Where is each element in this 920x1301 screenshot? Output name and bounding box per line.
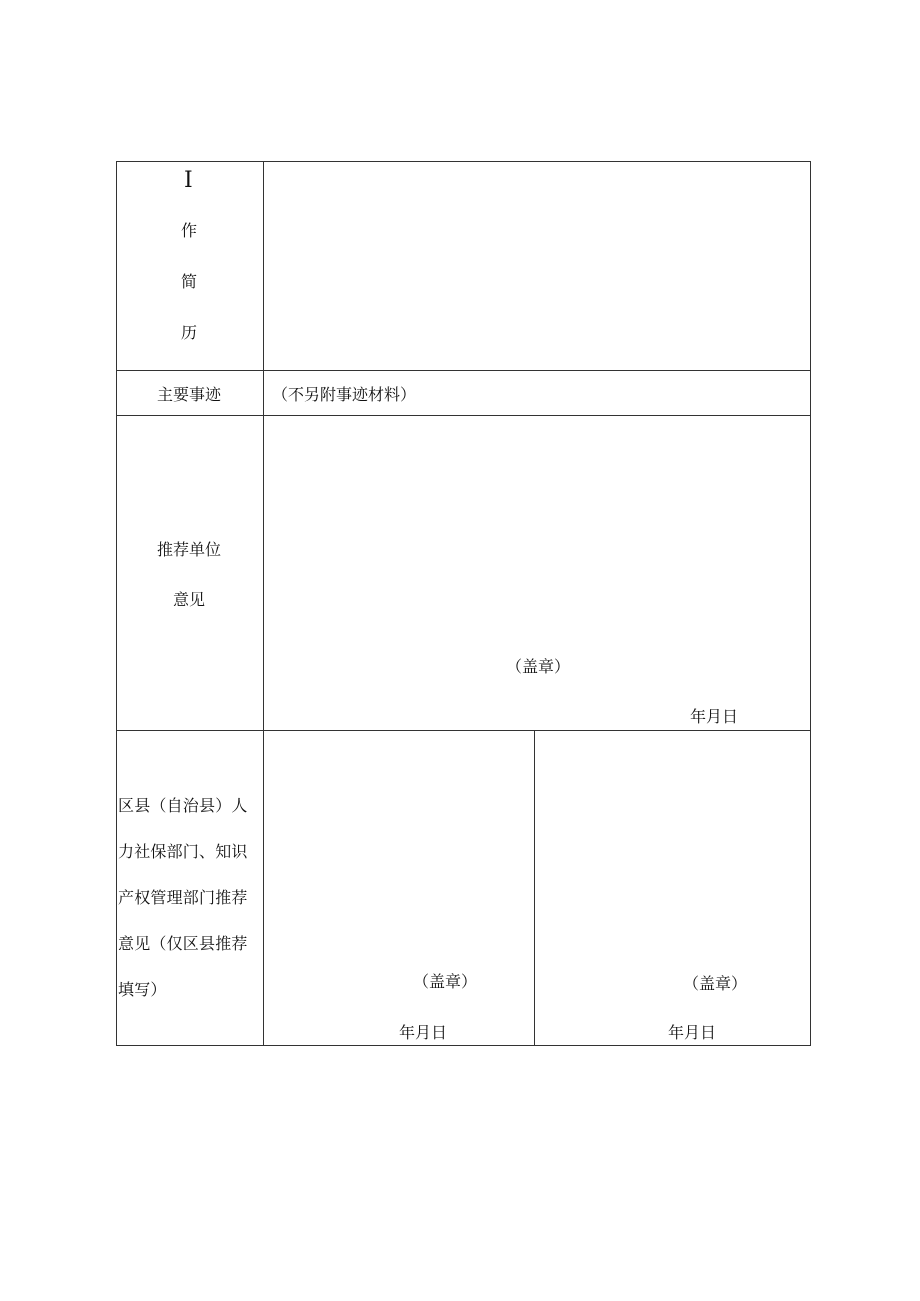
opinion-column-divider — [534, 730, 535, 1046]
main-deeds-note: （不另附事迹材料） — [272, 385, 417, 404]
recommending-unit-date: 年月日 — [690, 707, 739, 726]
recommending-unit-label-line1: 推荐单位 — [157, 540, 222, 559]
row-divider-main-deeds — [116, 415, 811, 416]
district-left-seal: （盖章） — [413, 972, 478, 991]
work-history-label-char-1: I — [184, 168, 193, 193]
row-divider-recommending-unit — [116, 730, 811, 731]
row-divider-work-history — [116, 370, 811, 371]
work-history-label-char-4: 历 — [181, 323, 198, 342]
work-history-label-char-2: 作 — [181, 221, 198, 240]
work-history-label-char-3: 简 — [181, 272, 198, 291]
district-opinion-label-line3: 产权管理部门推荐 — [118, 888, 248, 907]
district-right-date: 年月日 — [668, 1023, 717, 1042]
district-opinion-label — [118, 796, 263, 1026]
district-opinion-label-line1: 区县（自治县）人 — [118, 796, 248, 815]
recommending-unit-label-line2: 意见 — [173, 590, 206, 609]
district-right-seal: （盖章） — [683, 974, 748, 993]
recommending-unit-seal: （盖章） — [506, 657, 571, 676]
district-opinion-label-line2: 力社保部门、知识 — [118, 842, 248, 861]
district-opinion-label-line4: 意见（仅区县推荐 — [118, 934, 248, 953]
work-history-content-cell[interactable] — [264, 162, 810, 370]
district-left-date: 年月日 — [399, 1023, 448, 1042]
main-deeds-label: 主要事迹 — [157, 385, 222, 404]
district-opinion-label-line5: 填写） — [118, 980, 167, 999]
